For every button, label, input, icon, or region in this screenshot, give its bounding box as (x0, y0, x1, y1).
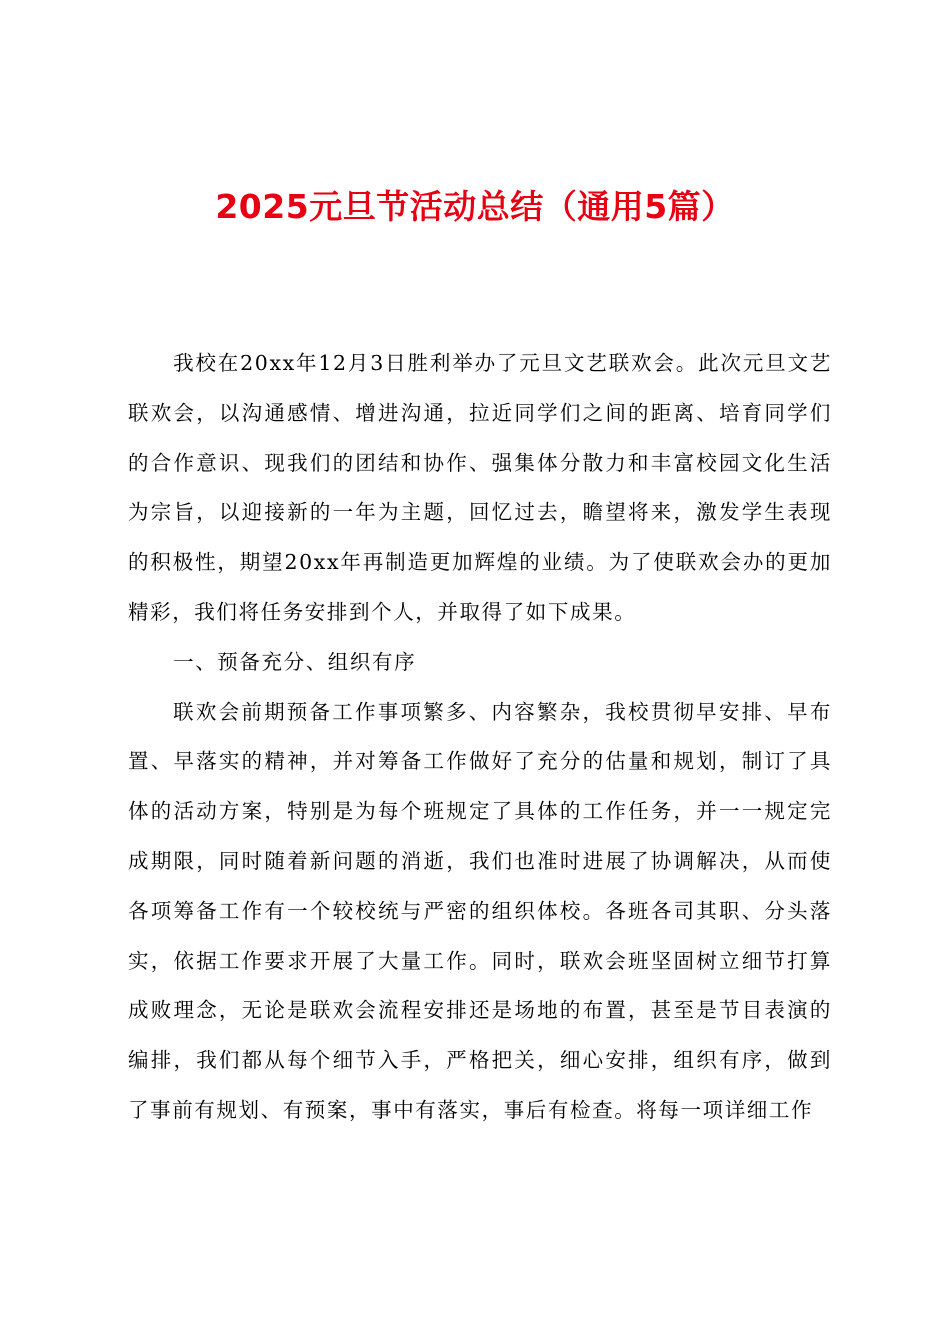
document-title: 2025元旦节活动总结（通用5篇） (215, 187, 735, 226)
paragraph-intro: 我校在20xx年12月3日胜利举办了元旦文艺联欢会。此次元旦文艺联欢会，以沟通感情、增进沟通，拉近同学们之间的距离、培育同学们的合作意识、现我们的团结和协作、强集体分散力和丰富校园文化生活为宗旨，以迎接新的一年为主题，回忆过去，瞻望将来，激发学生表现的积极性，期望20xx年再制造更加辉煌的业绩。为了使联欢会办的更加精彩，我们将任务安排到个人，并取得了如下成果。 (128, 351, 832, 624)
section-heading: 一、预备充分、组织有序 (173, 649, 417, 674)
paragraph-preparation: 联欢会前期预备工作事项繁多、内容繁杂，我校贯彻早安排、早布置、早落实的精神，并对筹备工作做好了充分的估量和规划，制订了具体的活动方案，特别是为每个班规定了具体的工作任务，并一一规定完成期限，同时随着新问题的消逝，我们也准时进展了协调解决，从而使各项筹备工作有一个较校统与严密的组织体校。各班各司其职、分头落实，依据工作要求开展了大量工作。同时，联欢会班坚固树立细节打算成败理念，无论是联欢会流程安排还是场地的布置，甚至是节目表演的编排，我们都从每个细节入手，严格把关，细心安排，组织有序，做到了事前有规划、有预案，事中有落实，事后有检查。将每一项详细工作 (128, 699, 832, 1122)
document-body (128, 339, 832, 1136)
